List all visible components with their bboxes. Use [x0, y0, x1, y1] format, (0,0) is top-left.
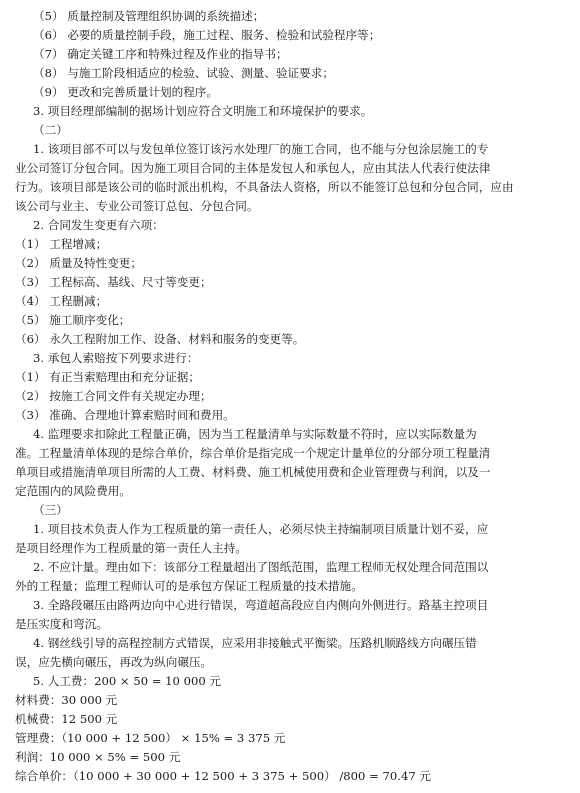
- text-line: （1） 工程增减；: [15, 237, 108, 251]
- text-line: 3. 项目经理部编制的据场计划应符合文明施工和环境保护的要求。: [33, 104, 373, 118]
- text-line: 综合单价：（10 000 + 30 000 + 12 500 + 3 375 + 500） /800 = 70.47 元: [15, 769, 431, 783]
- text-line: 外的工程量；监理工程师认可的是承包方保证工程质量的技术措施。: [15, 579, 363, 593]
- text-line: （9） 更改和完善质量计划的程序。: [33, 85, 218, 99]
- text-line: （3） 工程标高、基线、尺寸等变更；: [15, 275, 212, 289]
- text-line: 业公司签订分包合同。因为施工项目合同的主体是发包人和承包人，应由其法人代表行使法律: [15, 161, 491, 175]
- text-line: 2. 合同发生变更有六项：: [33, 218, 164, 232]
- text-line: 是项目经理作为工程质量的第一责任人主持。: [15, 541, 247, 555]
- section-heading: （三）: [33, 503, 68, 517]
- text-line: 管理费：（10 000 + 12 500） × 15% = 3 375 元: [15, 731, 286, 745]
- text-line: 4. 钢丝线引导的高程控制方式错误，应采用非接触式平衡梁。压路机顺路线方向碾压错: [33, 636, 477, 650]
- text-line: 2. 不应计量。理由如下：该部分工程量超出了图纸范围，监理工程师无权处理合同范围以: [33, 560, 489, 574]
- text-line: 利润：10 000 × 5% = 500 元: [15, 750, 181, 764]
- text-line: 机械费：12 500 元: [15, 712, 118, 726]
- text-line: 5. 人工费：200 × 50 = 10 000 元: [33, 674, 222, 688]
- text-line: （2） 按施工合同文件有关规定办理；: [15, 389, 212, 403]
- text-line: （5） 质量控制及管理组织协调的系统描述；: [33, 9, 265, 23]
- text-line: （7） 确定关键工序和特殊过程及作业的指导书；: [33, 47, 288, 61]
- text-line: 材料费：30 000 元: [15, 693, 118, 707]
- text-line: （3） 准确、合理地计算索赔时间和费用。: [15, 408, 235, 422]
- text-line: 行为。该项目部是该公司的临时派出机构，不具备法人资格，所以不能签订总包和分包合同，应由: [15, 180, 514, 194]
- text-line: （4） 工程删减；: [15, 294, 108, 308]
- text-line: （6） 必要的质量控制手段，施工过程、服务、检验和试验程序等；: [33, 28, 381, 42]
- text-line: （2） 质量及特性变更；: [15, 256, 142, 270]
- text-line: （8） 与施工阶段相适应的检验、试验、测量、验证要求；: [33, 66, 334, 80]
- text-line: 定范围内的风险费用。: [15, 484, 131, 498]
- text-line: 误，应先横向碾压，再改为纵向碾压。: [15, 655, 213, 669]
- text-line: 1. 该项目部不可以与发包单位签订该污水处理厂的施工合同，也不能与分包涂层施工的专: [33, 142, 489, 156]
- text-line: 4. 监理要求扣除此工程量正确，因为当工程量清单与实际数量不符时，应以实际数量为: [33, 427, 477, 441]
- text-line: （1） 有正当索赔理由和充分证据；: [15, 370, 200, 384]
- section-heading: （二）: [33, 123, 68, 137]
- text-line: 单项目或措施清单项目所需的人工费、材料费、施工机械使用费和企业管理费与利润，以及一: [15, 465, 491, 479]
- text-line: 是压实度和弯沉。: [15, 617, 108, 631]
- text-line: 3. 全路段碾压由路两边向中心进行错误，弯道超高段应自内侧向外侧进行。路基主控项目: [33, 598, 489, 612]
- text-line: （5） 施工顺序变化；: [15, 313, 131, 327]
- text-line: 该公司与业主、专业公司签订总包、分包合同。: [15, 199, 259, 213]
- text-line: 准。工程量清单体现的是综合单价，综合单价是指完成一个规定计量单位的分部分项工程量清: [15, 446, 491, 460]
- text-line: 3. 承包人索赔按下列要求进行：: [33, 351, 199, 365]
- text-line: （6） 永久工程附加工作、设备、材料和服务的变更等。: [15, 332, 305, 346]
- text-line: 1. 项目技术负责人作为工程质量的第一责任人，必须尽快主持编制项目质量计划不妥，应: [33, 522, 489, 536]
